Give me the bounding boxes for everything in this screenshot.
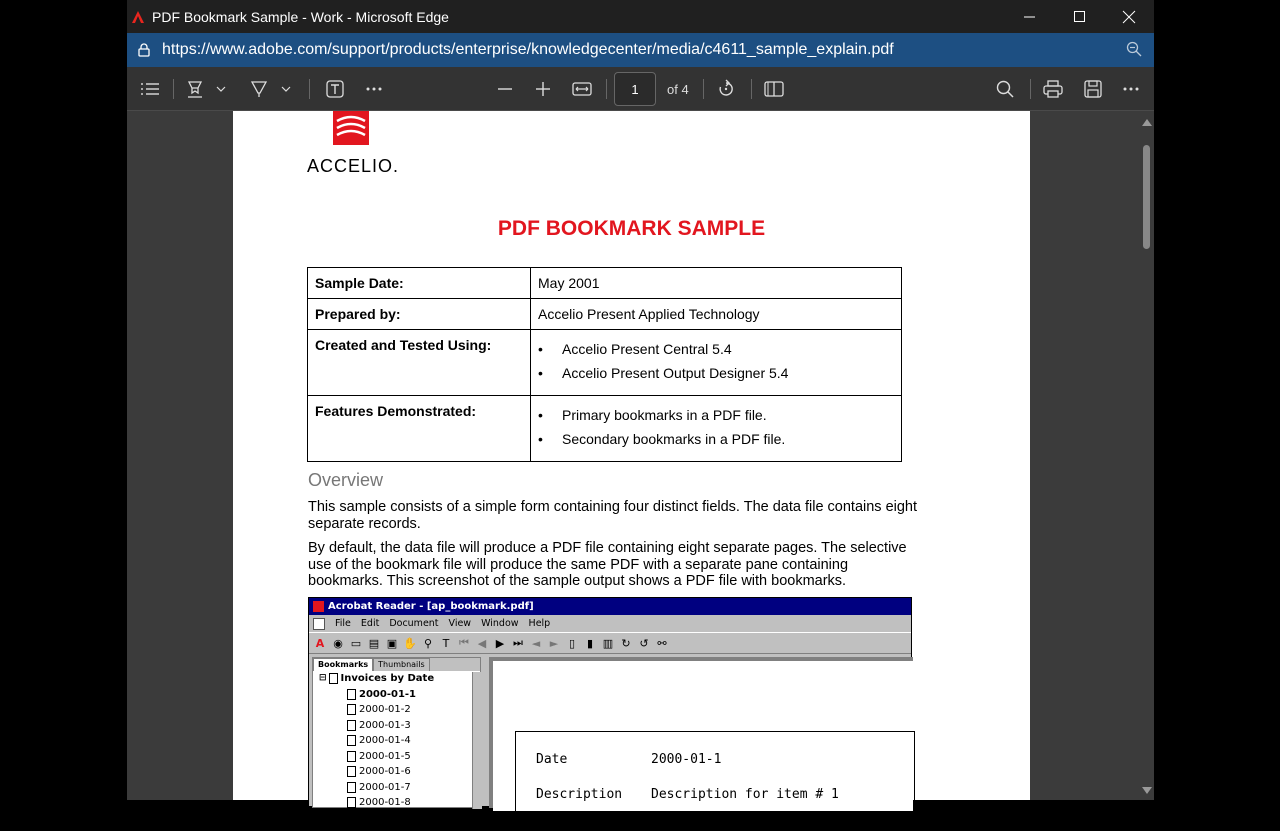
hand-tool-icon: ✋: [403, 636, 417, 650]
tree-item: 2000-01-6: [319, 764, 480, 780]
table-value: May 2001: [531, 268, 902, 299]
print-icon: ▤: [368, 636, 380, 650]
page-count: of 4: [667, 82, 689, 97]
menu-item: Document: [389, 618, 439, 629]
pane-tabs: [313, 658, 480, 671]
form-value: 2000-01-1: [651, 752, 722, 767]
pdf-viewer[interactable]: [127, 111, 1154, 808]
list-item: • Accelio Present Central 5.4: [538, 340, 894, 358]
acrobat-screenshot: [308, 597, 912, 807]
pdf-toolbar: [127, 67, 1154, 111]
list-item: • Secondary bookmarks in a PDF file.: [538, 430, 894, 448]
tree-item: 2000-01-1: [319, 687, 480, 703]
find-icon: ⚯: [657, 636, 667, 650]
table-value: [531, 330, 902, 396]
minimize-button[interactable]: [1004, 0, 1054, 33]
document-icon: [313, 618, 325, 630]
table-key: Features Demonstrated:: [308, 396, 531, 462]
tree-root: ⊟ Invoices by Date: [319, 673, 435, 684]
pane-scrollbar: [472, 672, 482, 809]
acrobat-icon: [313, 601, 324, 612]
acrobat-menu-bar: [309, 615, 911, 632]
first-page-icon: ⏮: [459, 636, 469, 649]
fit-page-icon: ▮: [586, 636, 594, 650]
menu-item: View: [448, 618, 472, 629]
close-button[interactable]: [1104, 0, 1154, 33]
tab-thumbnails: Thumbnails: [373, 658, 429, 671]
form-value: Description for item # 1: [651, 787, 839, 802]
tree-item: 2000-01-8: [319, 795, 480, 811]
table-row: [308, 330, 902, 396]
zoom-in-icon[interactable]: [533, 76, 553, 102]
window-title: PDF Bookmark Sample - Work - Microsoft Edge: [152, 8, 449, 25]
menu-item: Help: [528, 618, 551, 629]
fit-width-icon: ▥: [602, 636, 614, 650]
accelio-logo-text: ACCELIO.: [307, 156, 400, 176]
overview-paragraph-1: This sample consists of a simple form containing four distinct fields. The data file contains eight separate records.: [308, 499, 918, 532]
print-icon[interactable]: [1042, 76, 1064, 102]
acrobat-toolbar: [309, 632, 911, 654]
table-row: [308, 268, 902, 299]
actual-size-icon: ▯: [568, 636, 576, 650]
vertical-scrollbar[interactable]: [1140, 111, 1154, 800]
zoom-tool-icon: ⚲: [423, 636, 433, 650]
table-key: Created and Tested Using:: [308, 330, 531, 396]
browser-window: [127, 0, 1154, 808]
title-bar: [127, 0, 1154, 33]
chevron-down-icon[interactable]: [280, 76, 292, 102]
globe-icon: ◉: [333, 636, 343, 650]
document-pane: [489, 657, 913, 808]
acrobat-title: Acrobat Reader - [ap_bookmark.pdf]: [328, 601, 534, 612]
fit-width-icon[interactable]: [571, 76, 593, 102]
table-key: Sample Date:: [308, 268, 531, 299]
tab-bookmarks: Bookmarks: [313, 658, 373, 671]
rotate-icon[interactable]: [715, 76, 737, 102]
menu-item: Edit: [360, 618, 380, 629]
menu-item: Window: [481, 618, 519, 629]
overview-heading: Overview: [308, 470, 384, 490]
adobe-acrobat-icon: [130, 9, 146, 25]
tree-item: 2000-01-5: [319, 749, 480, 765]
pdf-page: [233, 111, 1030, 808]
menu-item: File: [335, 618, 351, 629]
page-number-input[interactable]: 1: [614, 72, 656, 106]
rotate-icon: ↺: [639, 636, 649, 650]
lock-icon[interactable]: [136, 43, 152, 57]
overview-paragraph-2: By default, the data file will produce a PDF file containing eight separate pages. The selective use of the bookmark file will produce the same PDF with a separate pane containing bookmarks. This screenshot of the sample output shows a PDF file with bookmarks.: [308, 540, 907, 589]
form-label: Date: [536, 752, 568, 767]
tree-item: 2000-01-4: [319, 733, 480, 749]
document-page: [493, 661, 913, 811]
table-value: [531, 396, 902, 462]
url-text[interactable]: https://www.adobe.com/support/products/enterprise/knowledgecenter/media/c4611_sample_explain.pdf: [162, 41, 894, 58]
invoice-form: [515, 731, 915, 831]
table-row: [308, 299, 902, 330]
accelio-logo-icon: [333, 111, 369, 145]
bookmarks-pane: [312, 657, 481, 808]
prev-page-icon: ◀: [477, 636, 487, 650]
scrollbar-thumb[interactable]: [1143, 145, 1150, 249]
show-hide-icon: ▣: [386, 636, 398, 650]
table-row: [308, 396, 902, 462]
acrobat-logo-icon: A: [315, 636, 325, 650]
go-forward-icon: ►: [549, 636, 559, 650]
save-icon[interactable]: [1082, 76, 1104, 102]
window-controls: [1004, 0, 1154, 33]
form-label: Description: [536, 787, 623, 802]
go-back-icon: ◄: [531, 636, 541, 650]
page-view-icon[interactable]: [763, 76, 785, 102]
list-item: • Accelio Present Output Designer 5.4: [538, 364, 894, 382]
scroll-down-icon[interactable]: [1142, 787, 1152, 794]
form-row: [536, 752, 722, 767]
tree-item: 2000-01-3: [319, 718, 480, 734]
open-folder-icon: ▭: [350, 636, 362, 650]
search-icon[interactable]: [994, 76, 1016, 102]
zoom-out-icon[interactable]: [495, 76, 515, 102]
form-row: [536, 787, 839, 802]
settings-more-icon[interactable]: [1120, 76, 1142, 102]
table-value: Accelio Present Applied Technology: [531, 299, 902, 330]
maximize-button[interactable]: [1054, 0, 1104, 33]
scroll-up-icon[interactable]: [1142, 119, 1152, 126]
rotate-icon: ↻: [621, 636, 631, 650]
add-text-icon[interactable]: [325, 76, 345, 102]
text-select-icon: T: [442, 636, 450, 650]
address-bar[interactable]: [127, 33, 1154, 67]
chevron-down-icon[interactable]: [215, 76, 227, 102]
more-options-icon[interactable]: [363, 76, 385, 102]
highlight-icon[interactable]: [185, 76, 205, 102]
info-table: [307, 267, 902, 462]
draw-icon[interactable]: [249, 76, 269, 102]
list-item: • Primary bookmarks in a PDF file.: [538, 406, 894, 424]
acrobat-title-bar: [309, 598, 911, 615]
table-key: Prepared by:: [308, 299, 531, 330]
last-page-icon: ⏭: [513, 636, 523, 649]
next-page-icon: ▶: [495, 636, 505, 650]
contents-icon[interactable]: [139, 76, 161, 102]
tree-item: 2000-01-7: [319, 780, 480, 796]
tree-item: 2000-01-2: [319, 702, 480, 718]
zoom-icon[interactable]: [1126, 41, 1142, 62]
bookmark-tree: [313, 671, 480, 811]
document-title: PDF BOOKMARK SAMPLE: [497, 217, 766, 240]
